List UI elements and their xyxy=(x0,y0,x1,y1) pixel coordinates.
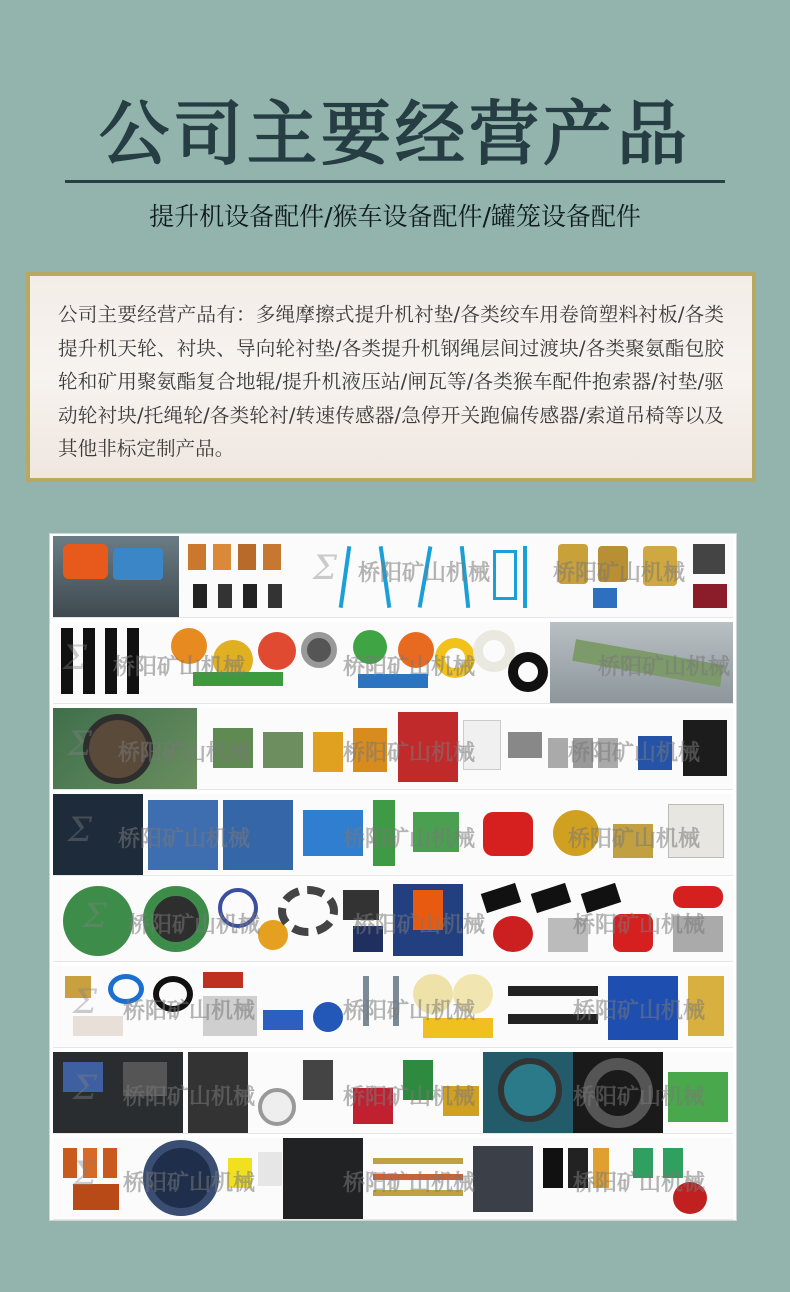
product-photo xyxy=(548,738,568,768)
watermark: 桥阳矿山机械 xyxy=(118,827,251,852)
product-photo xyxy=(203,972,243,988)
product-photo xyxy=(473,1146,533,1212)
product-photo xyxy=(531,883,571,913)
catalog-row xyxy=(53,1138,733,1220)
product-photo xyxy=(243,584,257,608)
watermark: 桥阳矿山机械 xyxy=(598,655,731,680)
product-photo xyxy=(693,544,725,574)
watermark-logo: Ʃ xyxy=(63,638,88,678)
product-photo xyxy=(278,886,338,936)
product-photo xyxy=(238,544,256,570)
catalog-row xyxy=(53,966,733,1048)
watermark-logo: Ʃ xyxy=(73,1068,98,1108)
watermark-logo: Ʃ xyxy=(73,1154,98,1194)
intro-text: 公司主要经营产品有：多绳摩擦式提升机衬垫/各类绞车用卷筒塑料衬板/各类提升机天轮、衬块、导向轮衬垫/各类提升机钢绳层间过渡块/各类聚氨酯包胶轮和矿用聚氨酯复合地辊/提升机液压站/闸瓦等/各类猴车配件抱索器/衬垫/驱动轮衬块/托绳轮/各类轮衬/转速传感器/急停开关跑偏传感器/索道吊椅等以及其他非标定制产品。 xyxy=(58,303,724,460)
product-photo xyxy=(523,546,527,608)
watermark: 桥阳矿山机械 xyxy=(123,1171,256,1196)
product-photo xyxy=(63,544,108,579)
watermark: 桥阳矿山机械 xyxy=(343,1171,476,1196)
product-photo xyxy=(301,632,337,668)
product-photo xyxy=(218,584,232,608)
product-photo xyxy=(593,588,617,608)
intro-box xyxy=(26,272,756,482)
product-photo xyxy=(493,550,517,600)
watermark: 桥阳矿山机械 xyxy=(343,999,476,1024)
product-photo xyxy=(258,632,296,670)
product-photo xyxy=(693,584,727,608)
catalog-row xyxy=(53,880,733,962)
product-photo xyxy=(483,812,533,856)
watermark: 桥阳矿山机械 xyxy=(573,999,706,1024)
product-photo xyxy=(481,883,521,913)
watermark-logo: Ʃ xyxy=(73,982,98,1022)
product-photo xyxy=(213,544,231,570)
product-photo xyxy=(313,1002,343,1032)
product-photo xyxy=(263,544,281,570)
page-title: 公司主要经营产品 xyxy=(99,93,691,175)
watermark: 桥阳矿山机械 xyxy=(573,1171,706,1196)
product-photo xyxy=(263,732,303,768)
page-subtitle: 提升机设备配件/猴车设备配件/罐笼设备配件 xyxy=(149,202,641,231)
watermark-logo: Ʃ xyxy=(68,724,93,764)
watermark: 桥阳矿山机械 xyxy=(573,913,706,938)
catalog-row xyxy=(53,536,733,618)
product-photo xyxy=(258,1088,296,1126)
product-photo xyxy=(258,1152,282,1186)
watermark: 桥阳矿山机械 xyxy=(113,655,246,680)
product-catalog-image xyxy=(49,533,737,1221)
product-photo xyxy=(543,1148,563,1188)
product-photo xyxy=(103,1148,117,1178)
watermark: 桥阳矿山机械 xyxy=(573,1085,706,1110)
watermark-logo: Ʃ xyxy=(313,548,338,588)
product-photo xyxy=(263,1010,303,1030)
catalog-row xyxy=(53,622,733,704)
product-photo xyxy=(193,584,207,608)
product-photo xyxy=(303,1060,333,1100)
product-photo xyxy=(508,732,542,758)
product-photo xyxy=(508,652,548,692)
product-photo xyxy=(493,916,533,952)
watermark: 桥阳矿山机械 xyxy=(118,741,251,766)
product-photo xyxy=(373,1158,463,1164)
watermark: 桥阳矿山机械 xyxy=(343,741,476,766)
watermark: 桥阳矿山机械 xyxy=(568,827,701,852)
catalog-row xyxy=(53,708,733,790)
product-photo xyxy=(268,584,282,608)
watermark-logo: Ʃ xyxy=(83,896,108,936)
watermark: 桥阳矿山机械 xyxy=(343,827,476,852)
product-photo xyxy=(113,548,163,580)
watermark: 桥阳矿山机械 xyxy=(123,1085,256,1110)
product-photo xyxy=(313,732,343,772)
watermark: 桥阳矿山机械 xyxy=(343,1085,476,1110)
watermark: 桥阳矿山机械 xyxy=(358,561,491,586)
watermark: 桥阳矿山机械 xyxy=(568,741,701,766)
watermark: 桥阳矿山机械 xyxy=(343,655,476,680)
catalog-row xyxy=(53,1052,733,1134)
watermark-logo: Ʃ xyxy=(68,810,93,850)
watermark: 桥阳矿山机械 xyxy=(553,561,686,586)
watermark: 桥阳矿山机械 xyxy=(123,999,256,1024)
product-photo xyxy=(339,546,352,608)
product-photo xyxy=(188,544,206,570)
watermark: 桥阳矿山机械 xyxy=(353,913,486,938)
watermark: 桥阳矿山机械 xyxy=(128,913,261,938)
catalog-row xyxy=(53,794,733,876)
title-divider xyxy=(65,180,725,183)
product-photo xyxy=(498,1058,562,1122)
product-photo xyxy=(673,886,723,908)
